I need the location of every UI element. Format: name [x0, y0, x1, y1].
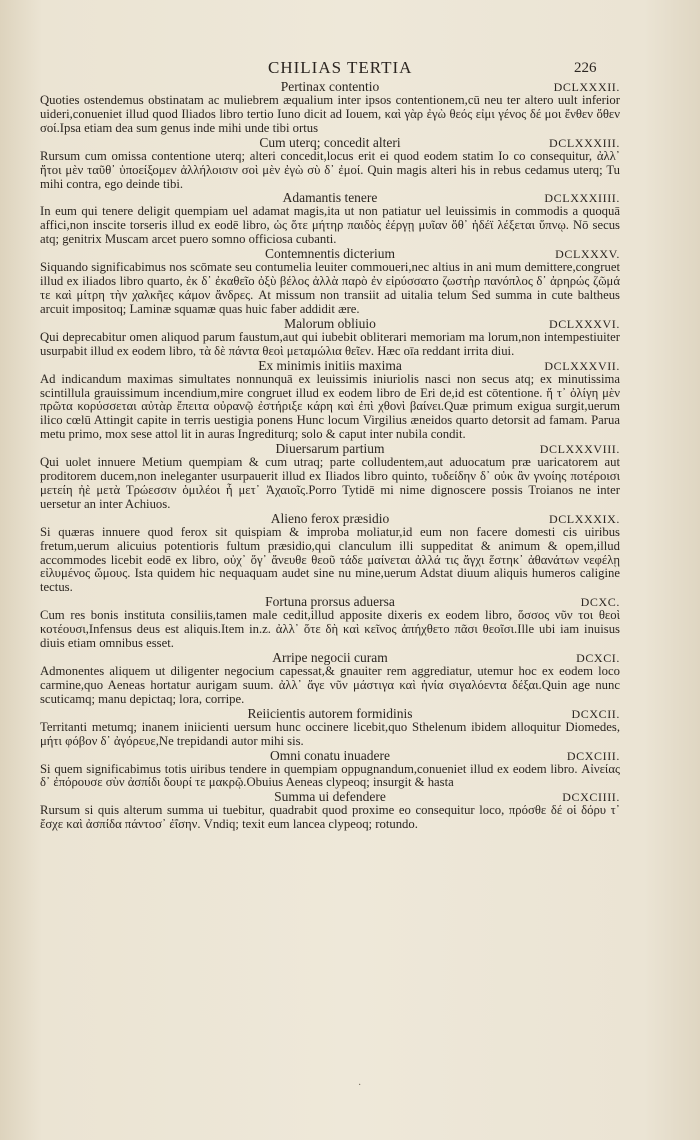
- entry-number: DCLXXXIII.: [549, 135, 620, 150]
- entry-number: DCXC.: [580, 595, 620, 610]
- entry-number: DCXCIII.: [566, 748, 620, 763]
- main-text: [40, 80, 620, 832]
- entry-text: Ad indicandum maximas simultates nonnunquā ex leuissimis iniuriolis nasci non secus atq; ex minutissima scintillula grauissimum incendium,mire congruet illud ex eodem libro de Eri de,id est cōtentione. ἥ τ᾽ ὀλίγη μὲν πρῶτα κορύσσεται αὐτὰρ ἔπειτα οὐρανῷ ἐστήριξε κάρη καὶ ἐπὶ χθονὶ βαίνει.Quæ primum exigua surgit,uerum ilico cœlū Attingit capite in terris uestigia ponens Hunc locum Virgilius æneidos quarto detorsit ad famam. Parua metu primo, mox sese attol lit in auras Ingrediturq; solo & caput inter nubila condit.: [40, 371, 620, 442]
- entry-title: Summa ui defendere: [274, 789, 386, 805]
- entry-title: Reiicientis autorem formidinis: [247, 705, 413, 721]
- entry-number: DCLXXXII.: [553, 80, 620, 94]
- entry-text: Quoties ostendemus obstinatam ac muliebrem æqualium inter ipsos contentionem,cū neu ter altero uult inferior uideri,conueniet illud quod Iliados libro tertio Iuno dicit ad Iouem, καὶ γὰρ ἐγὼ θεός εἰμι γένος δέ μοι ἔνθεν ὅθεν σοί.Ipsa etiam dea sum genus inde mihi unde tibi ortus: [40, 93, 620, 135]
- entry-header: [40, 790, 620, 804]
- entry-text: Siquando significabimus nos scōmate seu contumelia leuiter commoueri,nec altius in ani mum demittere,congruet illud ex iliados libro quarto, ἐκ δ᾽ ἐκαθεῖο ὀξὺ βέλος ἀλλὰ παρὸ ἐν εἰρύσσατο ζωστὴρ πανόπλος δ᾽ ἀρηρώς ζῶμά τε καὶ μίτρη τὴν χαλκῆες κάμον ἄνδρες. At missum non transiit ad uitalia telum Sed summa in cute baltheus arcuit impositoq; Laminæ squamæ quas huic faber addidit ære.: [40, 260, 620, 316]
- entry-text: Rursum si quis alterum summa ui tuebitur, quadrabit quod proxime eo consequitur loco, πρόσθε δέ οἱ δόρυ τ᾽ ἔσχε καὶ ἀσπίδα πάντοσ᾽ ἐΐσην. Vndiq; texit eum lancea clypeoq; rotundo.: [40, 803, 620, 832]
- entry-684: [40, 191, 620, 247]
- entry-682: [40, 80, 620, 136]
- entry-690: [40, 595, 620, 651]
- entry-title: Diuersarum partium: [275, 441, 385, 457]
- entry-title: Alieno ferox præsidio: [270, 510, 390, 526]
- entry-694: [40, 790, 620, 832]
- entry-number: DCLXXXVIII.: [539, 442, 620, 457]
- entry-692: [40, 707, 620, 749]
- entry-text: Admonentes aliquem ut diligenter negocium capessat,& gnauiter rem aggrediatur, utemur hoc ex eodem loco carmine,quo Aeneas hortatur aurigam suum. ἀλλ᾽ ἄγε νῦν μάστιγα καὶ ἡνία σιγαλόεντα δέξαι.Quin age nunc scuticamq; manu depictaq; lora, corripe.: [40, 664, 620, 706]
- entry-693: [40, 749, 620, 791]
- entry-686: [40, 317, 620, 359]
- entry-685: [40, 247, 620, 317]
- entry-text: Cum res bonis instituta consiliis,tamen male cedit,illud apposite dixeris ex eodem libro, ὅσσος νῦν τοι θεοὶ κοτέουσι,Infensus deus est aliquis.Item in.z. ἀλλ᾽ ὅτε δὴ καὶ κεῖνος ἀπήχθετο πᾶσι θεοῖσι.Ille ubi iam inuisus diuis etiam omnibus esset.: [40, 608, 620, 651]
- entry-title: Fortuna prorsus aduersa: [265, 594, 395, 610]
- entry-688: [40, 442, 620, 512]
- entry-text: Rursum cum omissa contentione uterq; alteri concedit,locus erit ei quod eodem statim Io co consequitur, ἀλλ᾽ ἤτοι μὲν ταῦθ᾽ ὑποείξομεν ἀλλήλοισιν σοὶ μὲν ἐγὼ σὺ δ᾽ ἐμοί. Quin magis alteri his in rebus cedamus uterq; Tu mihi contra, ego deinde tibi.: [40, 148, 620, 191]
- page-number: 226: [574, 60, 597, 76]
- entry-title: Adamantis tenere: [282, 190, 378, 206]
- entry-title: Cum uterq; concedit alteri: [259, 134, 401, 150]
- entry-title: Arripe negocii curam: [272, 650, 388, 665]
- running-head-title: CHILIAS TERTIA: [268, 58, 413, 77]
- entry-header: [40, 651, 620, 665]
- entry-header: [40, 749, 620, 763]
- entry-number: DCLXXXIIII.: [544, 191, 620, 206]
- entry-text: Si quem significabimus totis uiribus tendere in quempiam oppugnandum,conueniet illud ex eodem libro. Αἰνείας δ᾽ ἐπόρουσε σὺν ἀσπίδι δουρί τε μακρῷ.Obuius Aeneas clypeoq; insurgit & hasta: [40, 761, 620, 790]
- entry-number: DCLXXXV.: [555, 247, 620, 262]
- entry-header: [40, 442, 620, 456]
- entry-text: In eum qui tenere deligit quempiam uel adamat magis,ita ut non patiatur uel leuissimis in commodis a quoquā affici,non inscite torseris illud ex eodē libro, ὡς ὅτε μήτηρ παιδὸς ἐέργῃ μυῖαν ὅθ᾽ ἡδέϊ λέξεται ὕπνῳ. Nō secus atq; genitrix Muscam arcet puero somno officiosa cubanti.: [40, 204, 620, 247]
- entry-text: Territanti metumq; inanem iniicienti uersum hunc occinere licebit,quo Sthelenum ibidem alloquitur Diomedes, μήτι φόβον δ᾽ ἀγόρευε,Ne trepidandi autor mihi sis.: [40, 719, 620, 748]
- entry-title: Malorum obliuio: [284, 315, 376, 331]
- ink-mark: ·: [358, 1080, 362, 1091]
- entry-header: [40, 595, 620, 609]
- entry-number: DCXCIIII.: [562, 790, 620, 805]
- entry-header: [40, 512, 620, 526]
- entry-number: DCXCI.: [576, 651, 620, 665]
- entry-number: DCLXXXVI.: [548, 316, 620, 331]
- entry-687: [40, 359, 620, 443]
- entry-number: DCXCII.: [571, 706, 620, 721]
- entry-683: [40, 136, 620, 192]
- entry-number: DCLXXXIX.: [548, 511, 620, 526]
- entry-text: Qui deprecabitur omen aliquod parum faustum,aut qui iubebit obliterari memoriam ma lorum,non intempestiuiter usurpabit illud ex eodem libro, τὰ δὲ πάντα θεοὶ μεταμώλια θεῖεν. Hæc oīa reddant irrita diui.: [40, 329, 620, 358]
- entry-title: Omni conatu inuadere: [270, 747, 390, 763]
- entry-689: [40, 512, 620, 596]
- entry-text: Si quæras innuere quod ferox sit quispiam & improba moliatur,id eum non facere domesti cis uiribus fretum,uerum alicuius potentioris fultum præsidio,qui clanculum illi suppeditat & animum & opem,illud accommodes licebit eodē ex libro, οὐχ᾽ ὅγ᾽ ἄνευθε θεοῦ τάδε μαίνεται ἀλλά τις ἄγχι ἕστηκ᾽ ἀθανάτων νεφέλῃ εἰλυμένος ὤμους. Ista quidem hic nequaquam audet sine nu mine,uerum Adstat diuum aliquis humeros caligine tectus.: [40, 524, 620, 595]
- entry-number: DCLXXXVII.: [544, 358, 620, 373]
- entry-title: Contemnentis dicterium: [264, 246, 396, 262]
- entry-header: [40, 80, 620, 94]
- entry-text: Qui uolet innuere Metium quempiam & cum utraq; parte colludentem,aut aduocatum præ uaricatorem aut proditorem ducem,non ineleganter usurpauerit illud ex Iliados libro quinto, τυδείδην δ᾽ οὐκ ἂν γνοίης ποτέροισι μετείη ἠὲ μετὰ Τρώεσσιν ὁμιλέοι ἦ μετ᾽ Ἀχαιοῖς.Porro Tytidē mi nime dignoscere possis Troianos ne inter uersetur an inter Achiuos.: [40, 455, 620, 511]
- entry-title: Ex minimis initiis maxima: [258, 357, 402, 373]
- entry-header: [40, 317, 620, 331]
- entry-header: [40, 191, 620, 205]
- entry-title: Pertinax contentio: [280, 79, 380, 94]
- entry-691: [40, 651, 620, 707]
- entry-header: [40, 707, 620, 721]
- entry-header: [40, 247, 620, 261]
- entry-header: [40, 136, 620, 150]
- entry-header: [40, 359, 620, 373]
